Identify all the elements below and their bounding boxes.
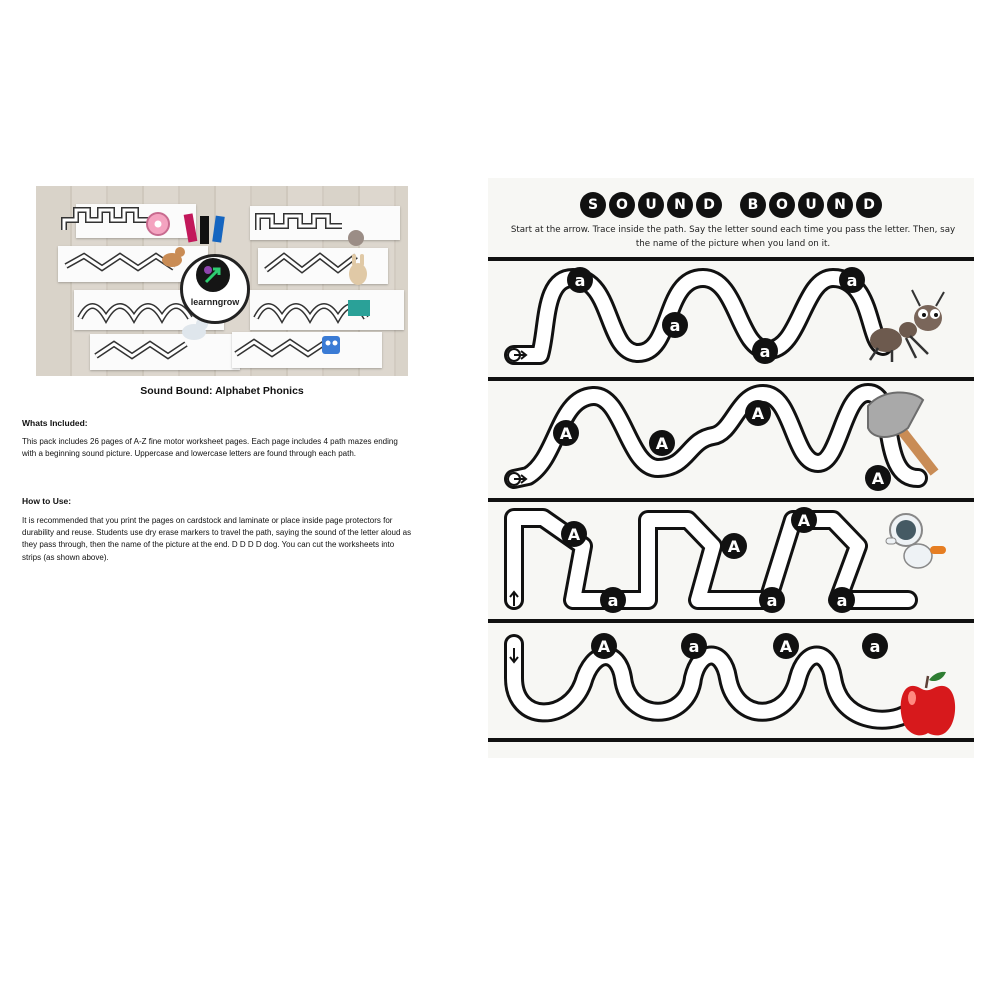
title-letter: S <box>580 192 606 218</box>
title-letter: B <box>740 192 766 218</box>
maze-letter: a <box>669 316 681 335</box>
maze-row-1 <box>508 278 883 361</box>
title-letter: D <box>696 192 722 218</box>
maze-letter: A <box>727 537 741 556</box>
maze-letter: a <box>766 591 778 610</box>
maze-letter: a <box>759 342 771 361</box>
how-to-use-heading: How to Use: <box>22 496 72 506</box>
maze-letter: A <box>655 434 669 453</box>
title-letter: N <box>827 192 853 218</box>
whats-included-heading: Whats Included: <box>22 418 88 428</box>
maze-letter: a <box>846 271 858 290</box>
maze-letter: a <box>688 637 700 656</box>
title-letter: O <box>769 192 795 218</box>
apple-icon <box>901 672 955 736</box>
maze-row-4 <box>510 644 908 720</box>
title-letter: U <box>638 192 664 218</box>
maze-letter: a <box>869 637 881 656</box>
brand-logo-text: learnngrow <box>190 297 240 307</box>
title-letter: N <box>667 192 693 218</box>
worksheet-page <box>488 178 974 758</box>
maze-letter: a <box>836 591 848 610</box>
title-letter: D <box>856 192 882 218</box>
maze-letter: a <box>607 591 619 610</box>
maze-letter: A <box>797 511 811 530</box>
worksheet-instructions: Start at the arrow. Trace inside the path. Say the letter sound each time you pass the letter. Then, say the name of the picture when you land on it. <box>510 225 956 249</box>
how-to-use-text: It is recommended that you print the pages on cardstock and laminate or place inside page protectors for durability and reuse. Students use dry erase markers to travel the path, saying the sound of the letter aloud as they pass through, then the name of the picture at the end. D D D D dog. You can cut the worksheets into strips (as shown above). <box>22 516 412 562</box>
title-letter: U <box>798 192 824 218</box>
maze-letter: A <box>597 637 611 656</box>
maze-letter: A <box>567 525 581 544</box>
maze-canvas <box>488 178 974 758</box>
astronaut-icon <box>886 514 946 568</box>
whats-included-text: This pack includes 26 pages of A-Z fine motor worksheet pages. Each page includes 4 path mazes ending with a beginning sound picture. Uppercase and lowercase letters are found through each path. <box>22 437 398 459</box>
title-letter: O <box>609 192 635 218</box>
brand-logo-icon <box>196 258 230 292</box>
product-caption: Sound Bound: Alphabet Phonics <box>140 385 304 397</box>
maze-letter: A <box>751 404 765 423</box>
maze-letter: A <box>779 637 793 656</box>
maze-letter: A <box>871 469 885 488</box>
maze-letter: a <box>574 271 586 290</box>
maze-letter: A <box>559 424 573 443</box>
